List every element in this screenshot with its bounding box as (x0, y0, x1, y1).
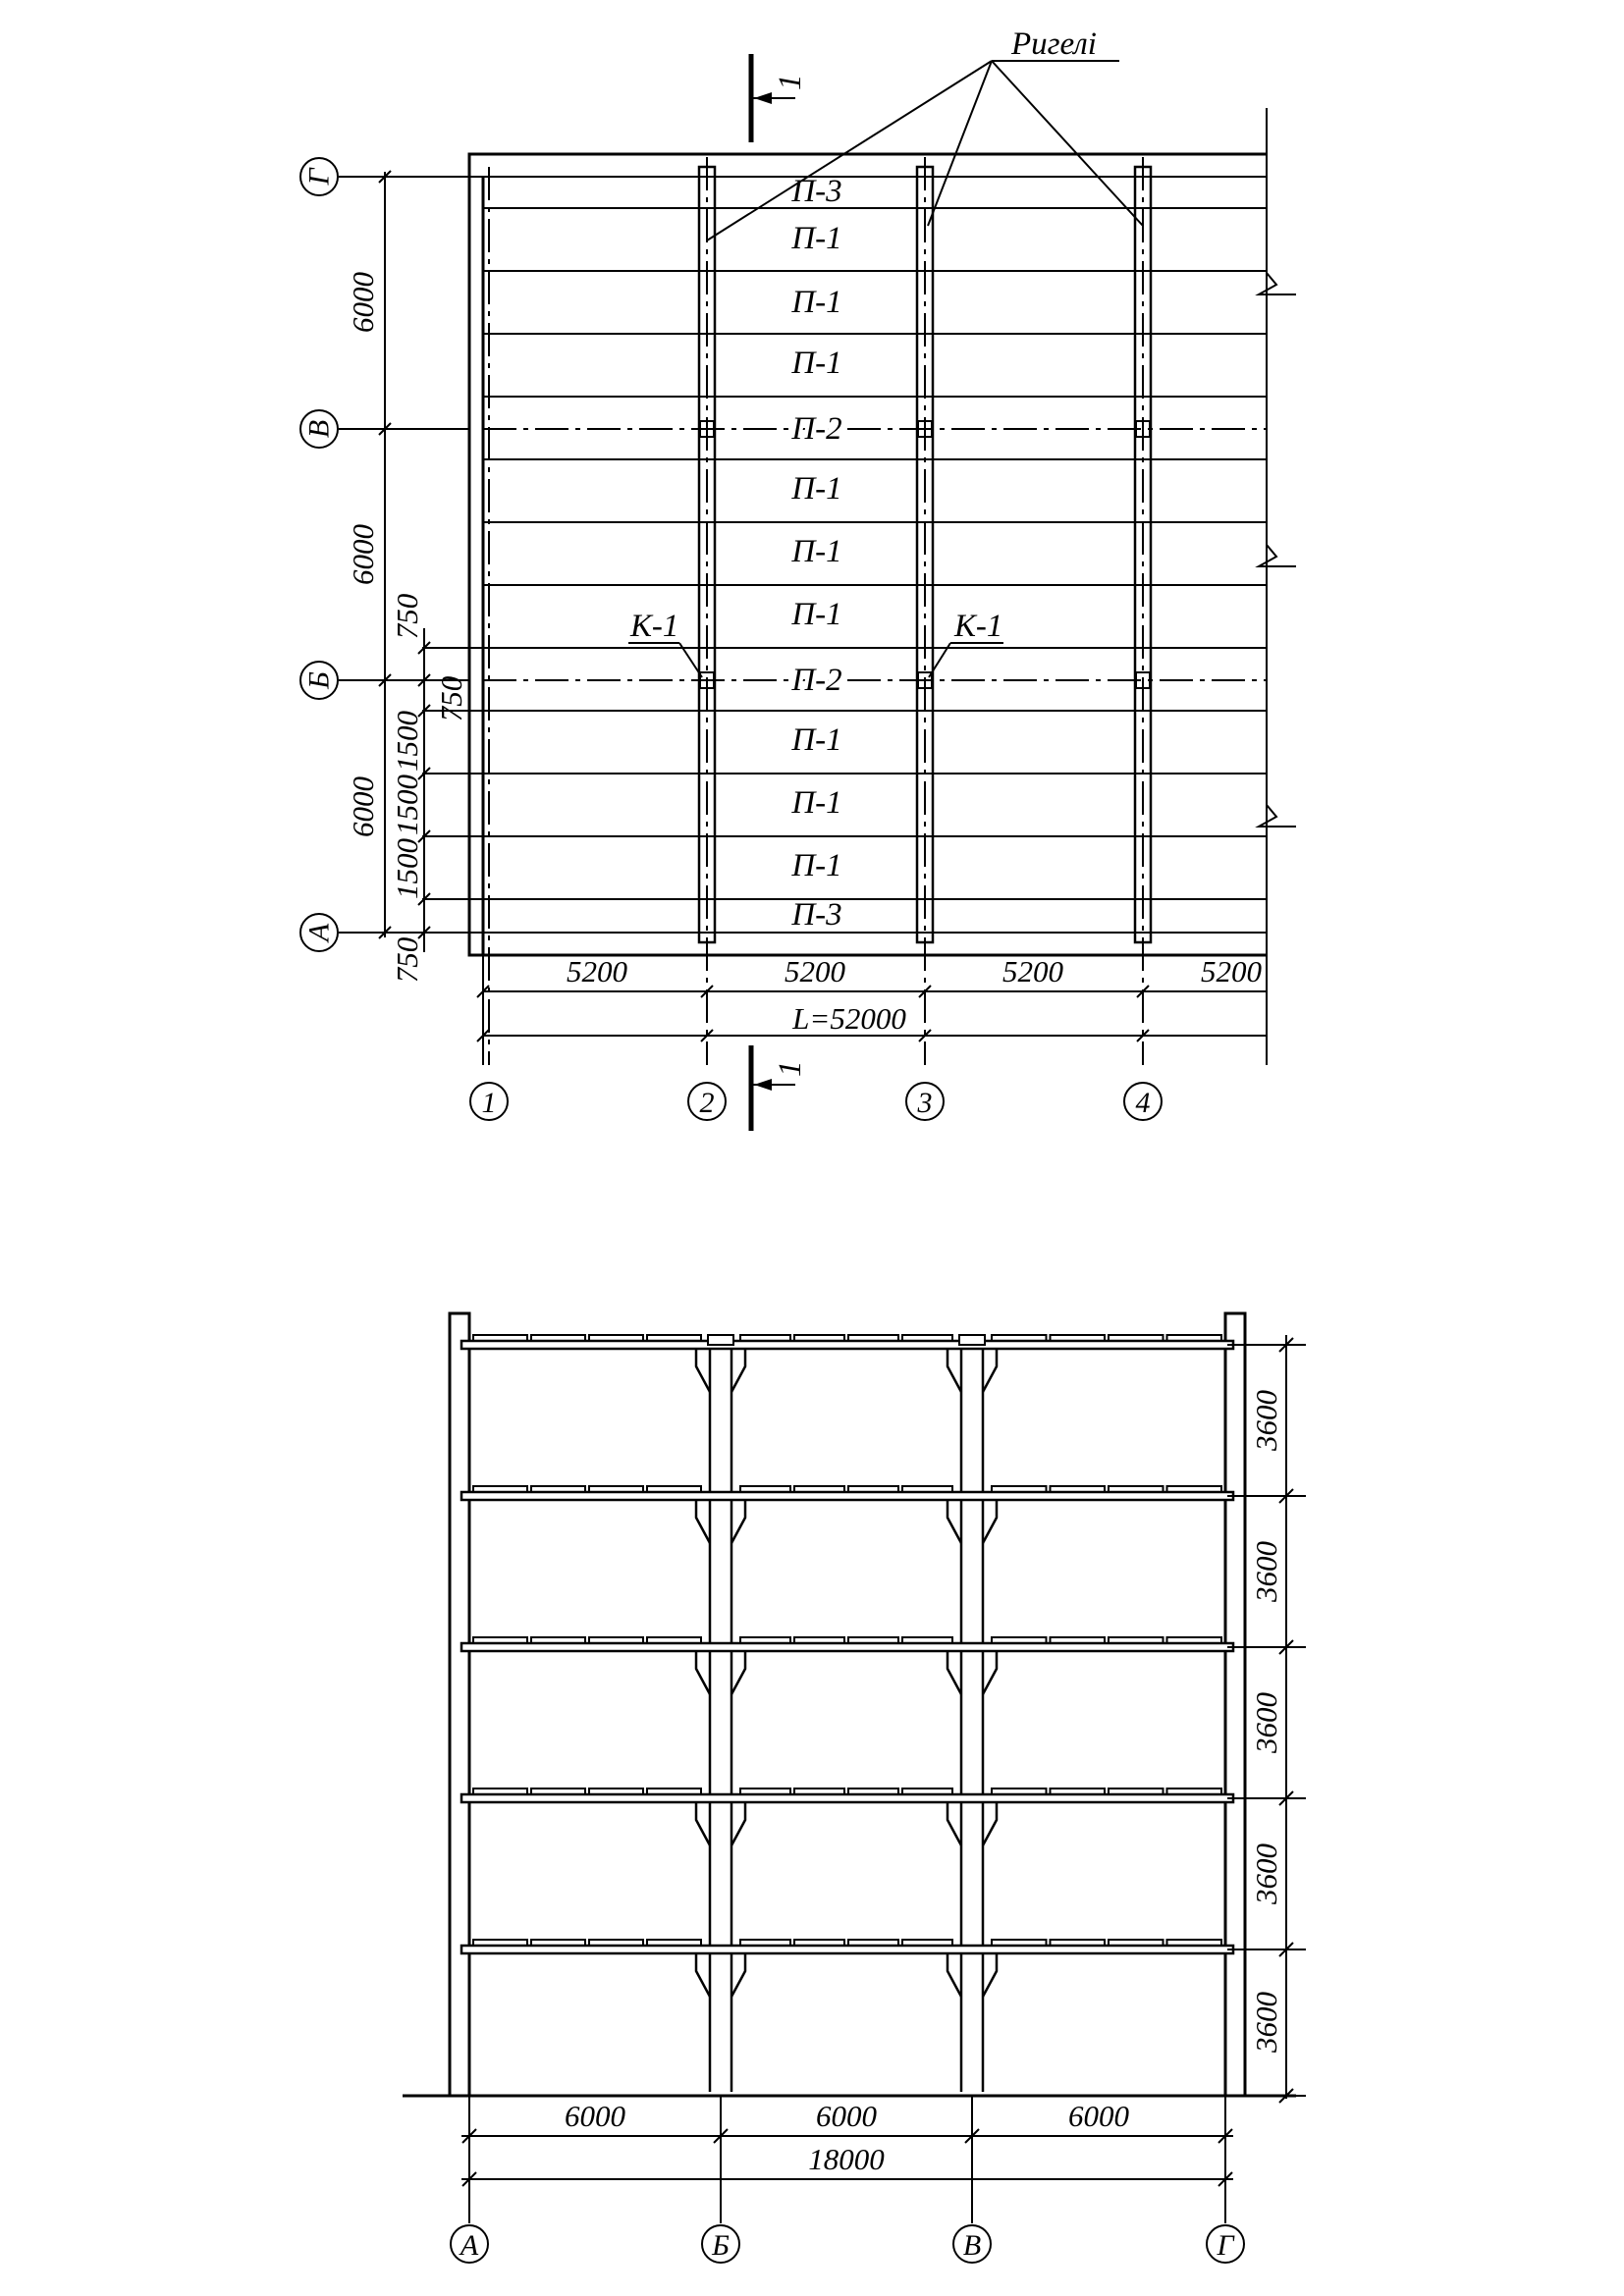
left-dimensions (346, 171, 468, 983)
dim-sub: 1500 (390, 838, 424, 899)
dim-sub: 750 (390, 593, 424, 640)
console-left (947, 1500, 961, 1543)
section-right-wall (1225, 1313, 1245, 2096)
slab-panel (848, 1637, 898, 1643)
section-mark-top (751, 54, 808, 142)
strip-labels (790, 174, 841, 933)
plan-outline (469, 154, 1267, 955)
column-axes (470, 1083, 1162, 1120)
console-right (983, 1802, 997, 1845)
section-left-wall (450, 1313, 469, 2096)
slab-panel (740, 1335, 790, 1341)
strip-label: П-1 (791, 471, 842, 507)
slab-panel (1051, 1637, 1106, 1643)
floor-dimensions (1227, 1335, 1306, 2103)
strip-label: П-1 (791, 346, 842, 381)
section-mark-label: 1 (773, 74, 808, 90)
section-axes (451, 2225, 1244, 2263)
floor-girder (461, 1946, 1233, 1953)
section-floors (461, 1335, 1233, 2092)
slab-panel (848, 1940, 898, 1946)
dim-sub: 1500 (390, 774, 424, 835)
dim-span: 5200 (567, 954, 627, 988)
slab-panel (473, 1335, 527, 1341)
strip-label: П-1 (791, 285, 842, 320)
slab-panel (531, 1789, 585, 1794)
floor-plan (300, 27, 1296, 1131)
section-mark-label: 1 (773, 1060, 808, 1077)
console-right (731, 1500, 745, 1543)
slab-panel (992, 1637, 1047, 1643)
console-left (947, 1953, 961, 1997)
slab-panel (473, 1940, 527, 1946)
slab-panel (647, 1789, 701, 1794)
axis-label-col: 1 (481, 1087, 497, 1119)
console-right (983, 1500, 997, 1543)
dim-span: 5200 (785, 954, 845, 988)
slab-panel (589, 1789, 643, 1794)
console-right (731, 1651, 745, 1694)
dim-total-width: 18000 (808, 2142, 885, 2176)
console-left (696, 1802, 710, 1845)
slab-panel (902, 1940, 952, 1946)
slab-panel (1109, 1940, 1164, 1946)
dim-floor-height: 3600 (1249, 1541, 1283, 1602)
console-left (947, 1802, 961, 1845)
slab-panel (848, 1486, 898, 1492)
slab-panel (902, 1789, 952, 1794)
slab-panel (902, 1335, 952, 1341)
bay-dimensions (461, 2096, 1233, 2223)
column-cap (708, 1335, 733, 1345)
slab-panel (1167, 1486, 1222, 1492)
console-right (731, 1349, 745, 1392)
dim-bay: 6000 (1068, 2099, 1129, 2133)
section-axis-label: Б (712, 2229, 730, 2262)
console-left (696, 1651, 710, 1694)
dim-span: 5200 (1002, 954, 1063, 988)
slab-panel (992, 1486, 1047, 1492)
strip-label: П-2 (791, 663, 842, 698)
axis-label-col: 2 (699, 1087, 715, 1119)
axis-label-col: 3 (917, 1087, 933, 1119)
slab-panel (589, 1335, 643, 1341)
strip-label: П-1 (791, 785, 842, 821)
cross-section (403, 1313, 1306, 2263)
dim-sub: 750 (434, 675, 468, 722)
strip-label: П-3 (791, 174, 842, 209)
slab-panel (902, 1486, 952, 1492)
floor-girder (461, 1643, 1233, 1651)
slab-panel (1167, 1940, 1222, 1946)
console-left (947, 1651, 961, 1694)
slab-panel (740, 1940, 790, 1946)
slab-panel (740, 1789, 790, 1794)
dim-bay: 6000 (565, 2099, 625, 2133)
column-cap (959, 1335, 985, 1345)
console-right (983, 1953, 997, 1997)
slab-panel (1109, 1486, 1164, 1492)
floor-girder (461, 1794, 1233, 1802)
dim-total-length: L=52000 (792, 1001, 906, 1036)
slab-panel (992, 1789, 1047, 1794)
slab-panel (740, 1486, 790, 1492)
slab-panel (1051, 1486, 1106, 1492)
dim-floor-height: 3600 (1249, 1390, 1283, 1451)
callout-label: Ригелі (1011, 27, 1097, 62)
console-right (731, 1953, 745, 1997)
slab-panel (473, 1486, 527, 1492)
dim-row-span: 6000 (346, 524, 380, 585)
dim-sub: 750 (390, 936, 424, 984)
console-right (731, 1802, 745, 1845)
console-left (696, 1953, 710, 1997)
slab-panel (794, 1486, 844, 1492)
section-mark-bottom (751, 1045, 808, 1131)
strip-label: П-1 (791, 221, 842, 256)
strip-lines (422, 208, 1267, 933)
slab-panel (589, 1486, 643, 1492)
dim-floor-height: 3600 (1249, 1843, 1283, 1904)
slab-panel (1109, 1789, 1164, 1794)
break-symbol-1 (1259, 273, 1296, 294)
break-symbol-3 (1259, 805, 1296, 827)
section-axis-label: Г (1217, 2229, 1234, 2262)
slab-panel (794, 1940, 844, 1946)
floor-girder (461, 1492, 1233, 1500)
slab-panel (647, 1486, 701, 1492)
strip-label: П-1 (791, 597, 842, 632)
slab-panel (740, 1637, 790, 1643)
console-right (983, 1651, 997, 1694)
slab-panel (647, 1335, 701, 1341)
dim-span: 5200 (1201, 954, 1262, 988)
dim-sub: 1500 (390, 711, 424, 772)
console-right (983, 1349, 997, 1392)
dim-floor-height: 3600 (1249, 1992, 1283, 2053)
slab-panel (531, 1335, 585, 1341)
slab-panel (1167, 1335, 1222, 1341)
section-axis-label: В (962, 2229, 982, 2262)
slab-panel (992, 1335, 1047, 1341)
axis-label-row: А (302, 923, 336, 942)
slab-panel (589, 1940, 643, 1946)
slab-panel (1167, 1637, 1222, 1643)
slab-panel (647, 1940, 701, 1946)
strip-label: П-1 (791, 534, 842, 569)
slab-panel (794, 1637, 844, 1643)
slab-panel (1109, 1637, 1164, 1643)
slab-panel (473, 1637, 527, 1643)
slab-panel (794, 1335, 844, 1341)
slab-panel (531, 1486, 585, 1492)
strip-label: П-2 (791, 411, 842, 447)
slab-panel (902, 1637, 952, 1643)
axis-label-row: Б (302, 671, 336, 689)
bottom-dimensions (477, 954, 1267, 1065)
strip-label: П-3 (791, 897, 842, 933)
console-left (696, 1500, 710, 1543)
axis-label-row: В (302, 419, 336, 439)
slab-panel (848, 1789, 898, 1794)
slab-panel (1051, 1940, 1106, 1946)
column-label: К-1 (630, 609, 679, 644)
slab-panel (473, 1789, 527, 1794)
slab-panel (1109, 1335, 1164, 1341)
strip-label: П-1 (791, 722, 842, 758)
dim-row-span: 6000 (346, 272, 380, 333)
slab-panel (1051, 1789, 1106, 1794)
break-symbol-2 (1259, 545, 1296, 566)
dim-bay: 6000 (816, 2099, 877, 2133)
slab-panel (531, 1637, 585, 1643)
section-axis-label: А (460, 2229, 479, 2262)
slab-panel (992, 1940, 1047, 1946)
axis-label-col: 4 (1135, 1087, 1151, 1119)
slab-panel (794, 1789, 844, 1794)
column-label: К-1 (954, 609, 1003, 644)
slab-panel (531, 1940, 585, 1946)
strip-label: П-1 (791, 848, 842, 883)
dim-floor-height: 3600 (1249, 1692, 1283, 1753)
axis-label-row: Г (302, 168, 336, 186)
dim-row-span: 6000 (346, 776, 380, 837)
slab-panel (848, 1335, 898, 1341)
slab-panel (1051, 1335, 1106, 1341)
console-left (696, 1349, 710, 1392)
slab-panel (1167, 1789, 1222, 1794)
console-left (947, 1349, 961, 1392)
slab-panel (647, 1637, 701, 1643)
slab-panel (589, 1637, 643, 1643)
floor-girder (461, 1341, 1233, 1349)
